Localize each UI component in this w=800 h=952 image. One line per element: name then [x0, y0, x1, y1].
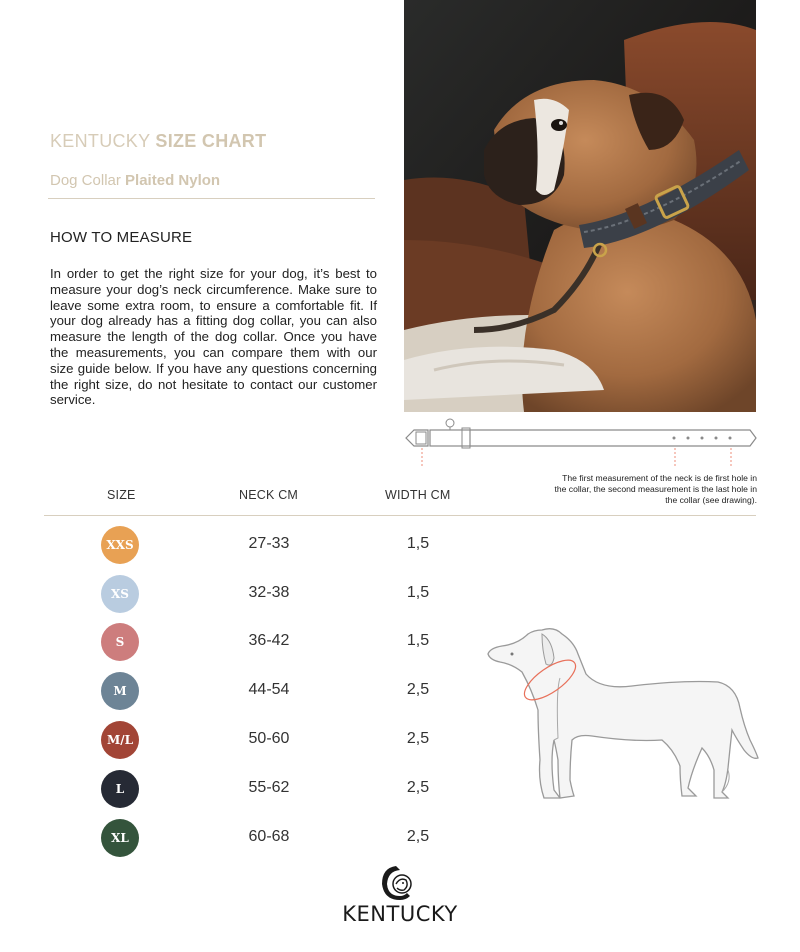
- neck-value: 32-38: [248, 584, 290, 601]
- table-row: [0, 525, 480, 565]
- size-badge: L: [101, 770, 139, 808]
- size-badge: S: [101, 623, 139, 661]
- logo-wordmark: KENTUCKY: [342, 902, 458, 926]
- how-to-measure-heading: HOW TO MEASURE: [50, 229, 193, 246]
- kentucky-logo: [330, 862, 470, 934]
- horse-c-emblem-icon: [330, 862, 470, 904]
- neck-value: 50-60: [248, 730, 290, 747]
- size-badge: XS: [101, 575, 139, 613]
- width-value: 1,5: [406, 632, 430, 649]
- title-brand: KENTUCKY: [50, 131, 151, 151]
- table-row: [0, 720, 480, 760]
- width-value: 1,5: [406, 535, 430, 552]
- collar-diagram: [404, 416, 758, 472]
- table-row: [0, 818, 480, 858]
- col-header-neck: NECK CM: [239, 488, 299, 502]
- neck-value: 60-68: [248, 828, 290, 845]
- neck-value: 55-62: [248, 779, 290, 796]
- size-badge: XL: [101, 819, 139, 857]
- header-divider: [48, 198, 375, 199]
- size-badge: M: [101, 672, 139, 710]
- product-name: Plaited Nylon: [125, 172, 221, 189]
- col-header-width: WIDTH CM: [385, 488, 451, 502]
- table-row: [0, 671, 480, 711]
- how-to-measure-text: In order to get the right size for your dog, it’s best to measure your dog’s neck circumference. Make sure to leave some extra room, to ensure a comfortable fit. If your dog already has a fitting dog collar, you can also measure the length of the dog collar. Once you have the measurements, you can compare them with our size guide below. If you have any questions concerning the right size, do not hesitate to contact our customer service.: [50, 266, 377, 408]
- table-row: [0, 769, 480, 809]
- size-badge: M/L: [101, 721, 139, 759]
- page-title: [50, 131, 266, 152]
- neck-value: 36-42: [248, 632, 290, 649]
- width-value: 1,5: [406, 584, 430, 601]
- neck-value: 27-33: [248, 535, 290, 552]
- table-divider: [44, 515, 756, 516]
- table-row: [0, 622, 480, 662]
- title-size-chart: SIZE CHART: [155, 131, 267, 151]
- width-value: 2,5: [406, 779, 430, 796]
- width-value: 2,5: [406, 730, 430, 747]
- product-subtitle: [50, 172, 220, 189]
- product-prefix: Dog Collar: [50, 172, 121, 189]
- dog-neck-measure-illustration: [482, 620, 762, 810]
- col-header-size: SIZE: [107, 488, 136, 502]
- size-badge: XXS: [101, 526, 139, 564]
- neck-value: 44-54: [248, 681, 290, 698]
- boxer-dog-photo: [404, 0, 756, 412]
- collar-measurement-note: The first measurement of the neck is de first hole in the collar, the second measurement is the last hole in the collar (see drawing).: [554, 473, 757, 505]
- table-row: [0, 574, 480, 614]
- width-value: 2,5: [406, 828, 430, 845]
- width-value: 2,5: [406, 681, 430, 698]
